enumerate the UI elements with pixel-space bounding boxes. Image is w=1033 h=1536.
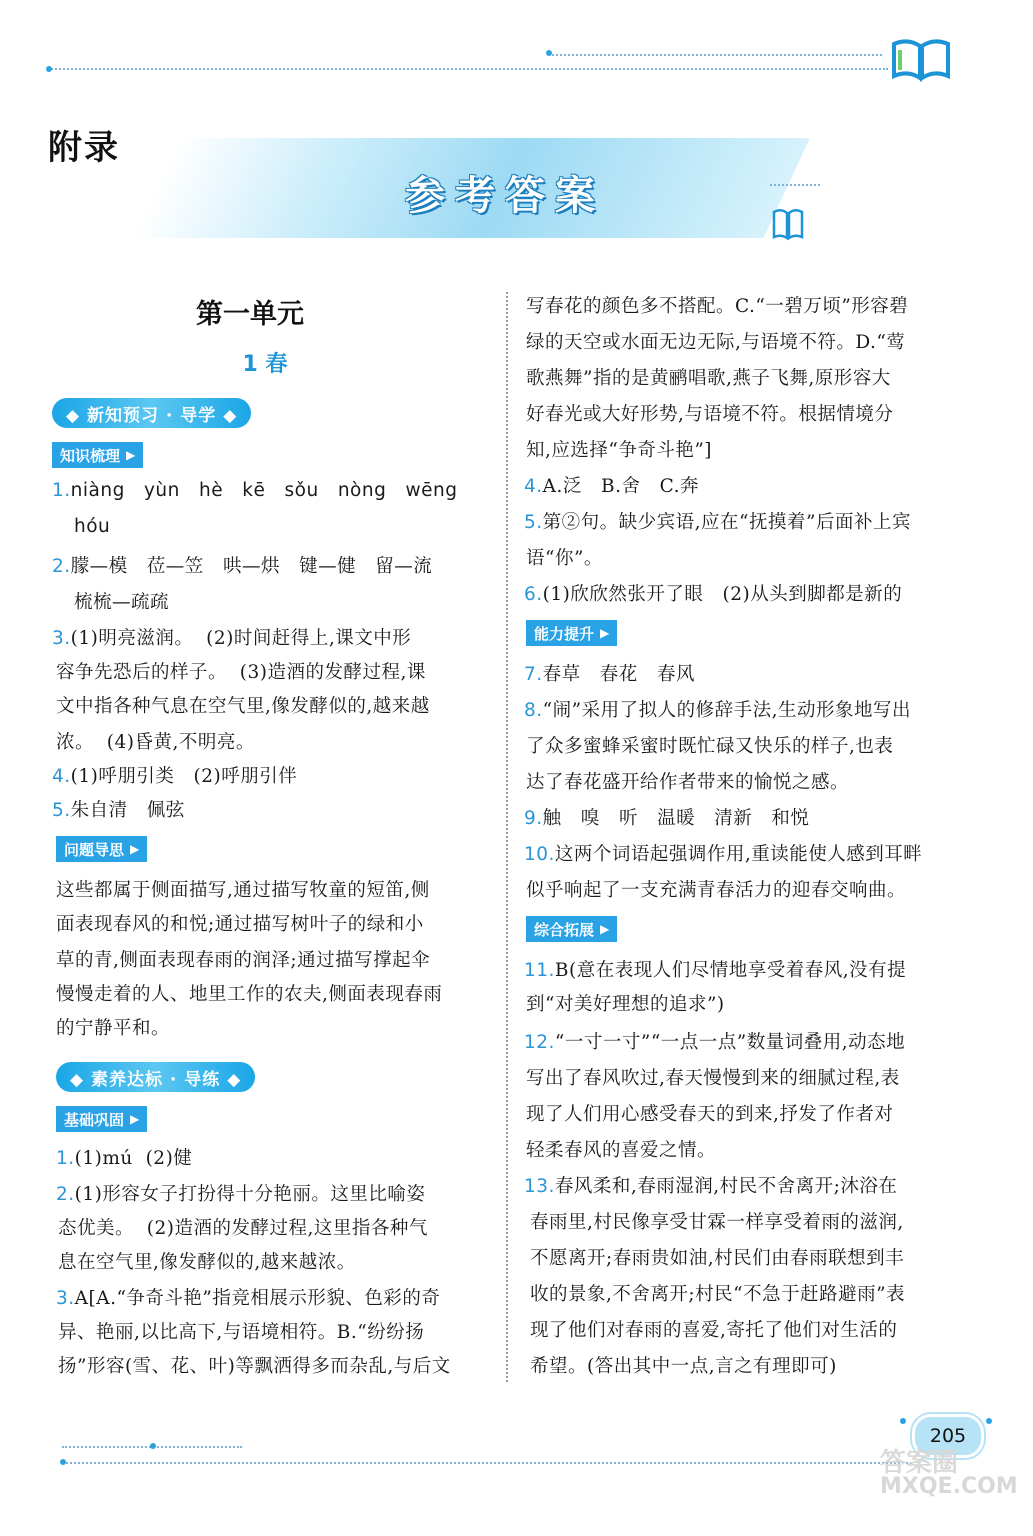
answer-text: (1)欣欣然张开了眼 (2)从头到脚都是新的 [542, 584, 903, 605]
watermark [880, 1450, 1018, 1498]
answer-line: 这些都属于侧面描写,通过描写牧童的短笛,侧 [56, 880, 430, 901]
top-dotted-rule [48, 68, 888, 70]
answer-number: 5. [52, 800, 71, 821]
answer-line [52, 552, 432, 578]
answer-line: 了众多蜜蜂采蜜时既忙碌又快乐的样子,也表 [526, 736, 894, 757]
answer-number: 4. [524, 476, 543, 497]
answer-line: 面表现春风的和悦;通过描写树叶子的绿和小 [56, 914, 424, 935]
question-tag [56, 836, 147, 862]
answer-line [524, 840, 922, 866]
answer-number: 5. [524, 512, 543, 533]
answer-line [52, 624, 411, 650]
answer-line: 轻柔春风的喜爱之情。 [526, 1140, 717, 1161]
answer-line: 容争先恐后的样子。 (3)造酒的发酵过程,课 [56, 662, 426, 683]
answer-text: “一寸一寸”“一点一点”数量词叠用,动态地 [554, 1032, 906, 1053]
answer-number: 7. [524, 664, 543, 685]
answer-line [524, 660, 695, 686]
answer-text: (1)形容女子打扮得十分艳丽。这里比喻姿 [74, 1184, 426, 1205]
answer-text: 春风柔和,春雨湿润,村民不舍离开;沐浴在 [554, 1176, 898, 1197]
basic-tag-label: 基础巩固 [64, 1110, 125, 1129]
appendix-label: 附录 [48, 128, 120, 168]
answer-line [52, 480, 457, 501]
answer-text: 第②句。缺少宾语,应在“抚摸着”后面补上宾 [542, 512, 911, 533]
answer-number: 11. [524, 960, 555, 981]
answer-text: 朦—模 莅—笠 哄—烘 键—健 留—流 [70, 556, 433, 577]
answer-number: 10. [524, 844, 555, 865]
page-number: 205 [912, 1414, 984, 1458]
answer-line: 慢慢走着的人、地里工作的农夫,侧面表现春雨 [56, 984, 443, 1005]
answer-number: 6. [524, 584, 543, 605]
answer-line [524, 508, 911, 534]
answer-line: 希望。(答出其中一点,言之有理即可) [530, 1356, 837, 1377]
small-book-icon [772, 206, 804, 242]
bottom-dotted-rule [62, 1462, 912, 1464]
answer-line: 现了他们对春雨的喜爱,寄托了他们对生活的 [530, 1320, 898, 1341]
answer-line [524, 580, 902, 606]
answer-text: A[A.“争奇斗艳”指竞相展示形貌、色彩的奇 [74, 1288, 441, 1309]
answer-line: 到“对美好理想的追求”) [526, 994, 725, 1015]
answer-line [524, 1172, 897, 1198]
answer-line: 不愿离开;春雨贵如油,村民们由春雨联想到丰 [530, 1248, 905, 1269]
extension-tag-label: 综合拓展 [534, 920, 595, 939]
practice-section-banner [56, 1062, 255, 1092]
answer-line: 语“你”。 [526, 548, 603, 569]
answer-line: 绿的天空或水面无边无际,与语境不符。D.“莺 [526, 332, 906, 353]
banner-dotted-rule [770, 184, 820, 186]
play-triangle-icon: ▶ [126, 448, 136, 462]
answer-number: 2. [56, 1184, 75, 1205]
answer-number: 13. [524, 1176, 555, 1197]
answer-number: 9. [524, 808, 543, 829]
answer-line [56, 1284, 440, 1310]
play-triangle-icon: ▶ [130, 842, 140, 856]
answer-line: 态优美。 (2)造酒的发酵过程,这里指各种气 [58, 1218, 428, 1239]
answer-line: 似乎响起了一支充满青春活力的迎春交响曲。 [526, 880, 907, 901]
answer-number: 3. [56, 1288, 75, 1309]
answer-line: 收的景象,不舍离开;村民“不急于赶路避雨”表 [530, 1284, 906, 1305]
preview-section-banner [52, 398, 251, 428]
play-triangle-icon: ▶ [600, 922, 610, 936]
ability-tag-label: 能力提升 [534, 624, 595, 643]
play-triangle-icon: ▶ [600, 626, 610, 640]
basic-tag [56, 1106, 147, 1132]
answer-line: 文中指各种气息在空气里,像发酵似的,越来越 [56, 696, 430, 717]
watermark-line1: 答案圈 [880, 1448, 959, 1478]
answer-line [52, 796, 185, 822]
answer-text: (1)呼朋引类 (2)呼朋引伴 [70, 766, 298, 787]
answer-line [52, 762, 297, 788]
answer-line: 息在空气里,像发酵似的,越来越浓。 [58, 1252, 356, 1273]
answer-text: A.泛 B.舍 C.奔 [542, 476, 700, 497]
answer-line: 好春光或大好形势,与语境不符。根据情境分 [526, 404, 894, 425]
answer-line: 达了春花盛开给作者带来的愉悦之感。 [526, 772, 850, 793]
answer-text: (1)mú (2)健 [74, 1148, 193, 1169]
question-tag-label: 问题导思 [64, 840, 125, 859]
answer-line: 写春花的颜色多不搭配。C.“一碧万顷”形容碧 [526, 296, 909, 317]
answer-number: 8. [524, 700, 543, 721]
answer-line: 的宁静平和。 [56, 1018, 171, 1039]
bottom-rule-dot-left [60, 1459, 66, 1465]
knowledge-tag-label: 知识梳理 [60, 446, 121, 465]
answer-number: 3. [52, 628, 71, 649]
bottom-rule-dot [150, 1443, 156, 1449]
answer-line: 异、艳丽,以比高下,与语境相符。B.“纷纷扬 [58, 1322, 425, 1343]
answer-number: 1. [56, 1148, 75, 1169]
answer-text: niàng yùn hè kē sǒu nòng wēng [70, 480, 458, 501]
preview-section-label: ◆ 新知预习 · 导学 ◆ [66, 405, 238, 426]
top-rule-dot-left [46, 66, 52, 72]
answer-line [524, 472, 699, 498]
watermark-line2: MXQE.COM [880, 1474, 1018, 1499]
extension-tag [526, 916, 617, 942]
column-divider [506, 292, 508, 1382]
answer-line: 春雨里,村民像享受甘霖一样享受着雨的滋润, [530, 1212, 904, 1233]
answer-number: 1. [52, 480, 71, 501]
answer-line: 扬”形容(雪、花、叶)等飘洒得多而杂乱,与后文 [58, 1356, 451, 1377]
answer-line: hóu [74, 516, 111, 537]
answer-text: 这两个词语起强调作用,重读能使人感到耳畔 [554, 844, 923, 865]
answer-line [56, 1144, 192, 1170]
answer-text: 朱自清 佩弦 [70, 800, 185, 821]
practice-section-label: ◆ 素养达标 · 导练 ◆ [70, 1069, 242, 1090]
answer-line: 梳梳—疏疏 [74, 592, 170, 613]
answer-number: 12. [524, 1032, 555, 1053]
answer-line: 写出了春风吹过,春天慢慢到来的细腻过程,表 [526, 1068, 900, 1089]
unit-title: 第一单元 [196, 299, 304, 330]
lesson-title: 1 春 [242, 352, 288, 377]
ability-tag [526, 620, 617, 646]
answer-text: 春草 春花 春风 [542, 664, 695, 685]
play-triangle-icon: ▶ [130, 1112, 140, 1126]
answer-text: 触 嗅 听 温暖 清新 和悦 [542, 808, 810, 829]
knowledge-tag [52, 442, 143, 468]
answer-line [524, 804, 809, 830]
answer-banner-title: 参考答案 [405, 172, 605, 219]
open-book-icon [890, 34, 952, 82]
answer-line [524, 696, 911, 722]
page-circle-dot [900, 1418, 906, 1424]
top-dotted-rule-upper [552, 54, 882, 56]
answer-line [524, 956, 906, 982]
answer-line: 歌燕舞”指的是黄鹂唱歌,燕子飞舞,原形容大 [526, 368, 891, 389]
answer-text: (1)明亮滋润。 (2)时间赶得上,课文中形 [70, 628, 412, 649]
answer-number: 2. [52, 556, 71, 577]
answer-text: “闹”采用了拟人的修辞手法,生动形象地写出 [542, 700, 911, 721]
page-circle-dot [986, 1418, 992, 1424]
answer-line: 知,应选择“争奇斗艳”] [526, 440, 713, 461]
answer-line: 浓。 (4)昏黄,不明亮。 [56, 732, 255, 753]
answer-text: B(意在表现人们尽情地享受着春风,没有提 [554, 960, 907, 981]
answer-line: 现了人们用心感受春天的到来,抒发了作者对 [526, 1104, 894, 1125]
answer-line [524, 1028, 905, 1054]
answer-number: 4. [52, 766, 71, 787]
answer-line: 草的青,侧面表现春雨的润泽;通过描写撑起伞 [56, 950, 431, 971]
answer-line [56, 1180, 425, 1206]
